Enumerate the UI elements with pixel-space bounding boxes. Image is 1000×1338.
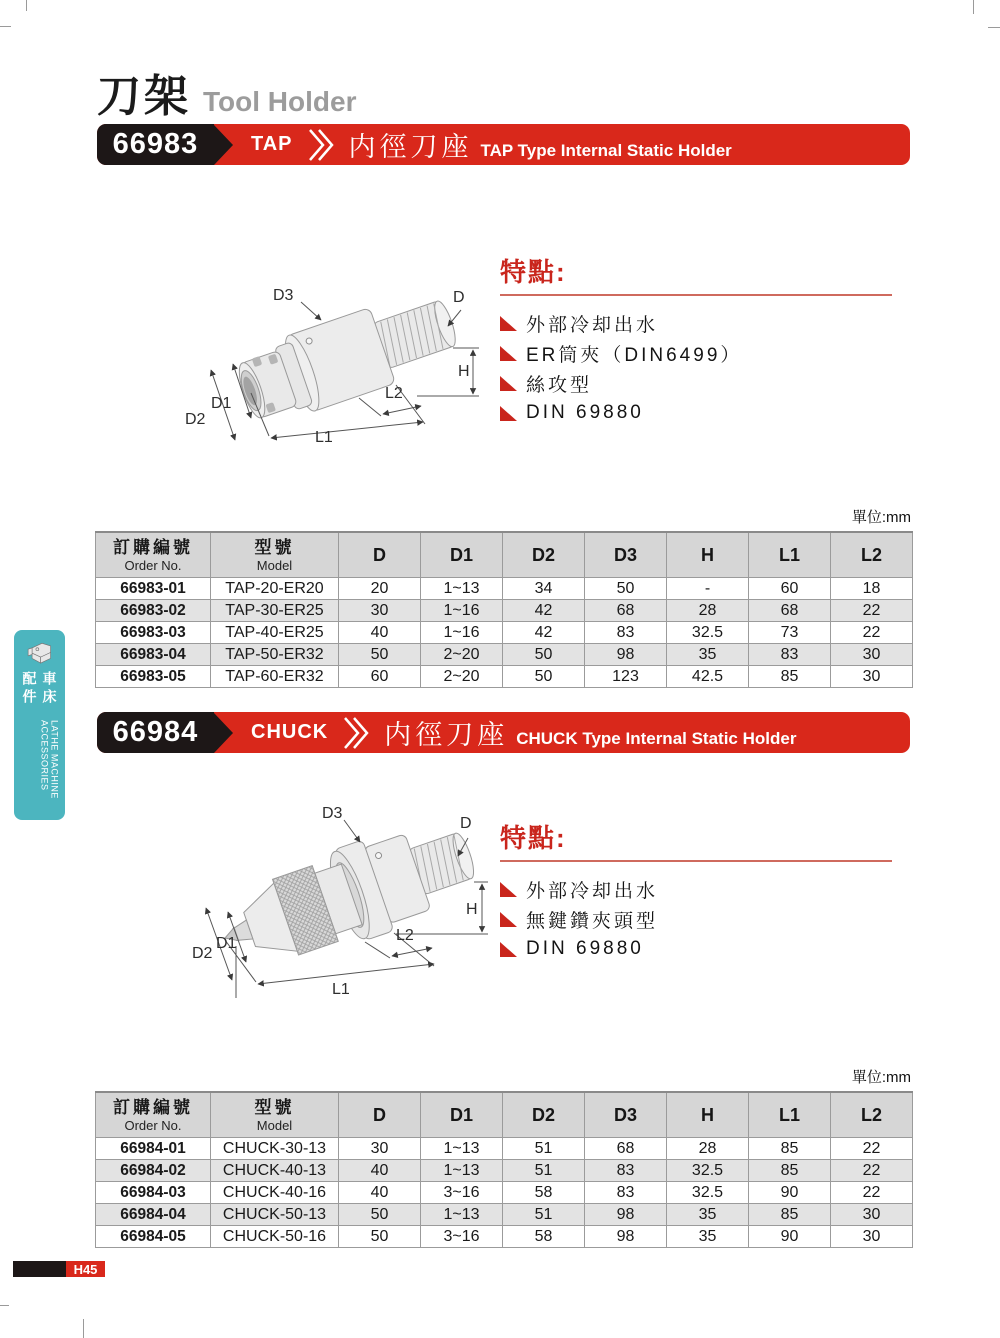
table-cell: 40 [339, 622, 421, 644]
tool-holder-icon [19, 638, 61, 667]
feature-text: DIN 69880 [526, 402, 644, 423]
product-code-chip [97, 712, 214, 753]
table-cell: TAP-30-ER25 [211, 600, 339, 622]
product-type-label: CHUCK [251, 721, 329, 743]
column-header-en: Model [256, 557, 293, 573]
table-cell: 40 [339, 1160, 421, 1182]
column-header-dim: D [339, 1092, 421, 1138]
column-header-dim: H [667, 1092, 749, 1138]
table-cell: 22 [831, 1160, 913, 1182]
crop-mark [26, 0, 27, 11]
column-header-cjk: 型號 [254, 537, 295, 557]
table-cell: 51 [503, 1138, 585, 1160]
column-header-dim: D1 [421, 532, 503, 578]
table-cell: 28 [667, 1138, 749, 1160]
banner-titles [349, 125, 732, 164]
table-cell: 30 [831, 1204, 913, 1226]
table-cell: 66984-04 [96, 1204, 211, 1226]
features-block [500, 818, 892, 964]
table-cell: 28 [667, 600, 749, 622]
table-cell: 1~16 [421, 622, 503, 644]
table-cell: 42 [503, 600, 585, 622]
dim-label-d1: D1 [211, 395, 232, 412]
feature-item [500, 934, 892, 964]
table-cell: 50 [503, 666, 585, 688]
table-cell: 35 [667, 644, 749, 666]
table-cell: 51 [503, 1160, 585, 1182]
table-cell: 68 [585, 1138, 667, 1160]
column-header-dim: D3 [585, 1092, 667, 1138]
table-cell: 3~16 [421, 1182, 503, 1204]
dim-label-d3: D3 [273, 287, 294, 304]
table-cell: TAP-40-ER25 [211, 622, 339, 644]
product-code: 66983 [112, 128, 199, 160]
triangle-bullet-icon [500, 406, 517, 421]
column-header-dim: D [339, 532, 421, 578]
features-heading: 特點: [500, 252, 892, 296]
triangle-bullet-icon [500, 376, 517, 391]
table-cell: 66984-03 [96, 1182, 211, 1204]
page-title-en: Tool Holder [203, 86, 357, 117]
table-body [96, 578, 913, 688]
dim-label-l2: L2 [396, 927, 414, 944]
table-row [96, 1160, 913, 1182]
product-title-en: CHUCK Type Internal Static Holder [516, 729, 797, 748]
dim-label-l1: L1 [315, 429, 333, 446]
table-cell: CHUCK-40-13 [211, 1160, 339, 1182]
table-cell: 60 [339, 666, 421, 688]
page-title-cjk: 刀架 [97, 72, 191, 121]
dim-label-d: D [460, 815, 472, 832]
table-header-row [96, 1092, 913, 1138]
table-header-row [96, 532, 913, 578]
table-cell: 22 [831, 622, 913, 644]
table-cell: 20 [339, 578, 421, 600]
column-header-en: Model [256, 1117, 293, 1133]
table-cell: 66983-02 [96, 600, 211, 622]
table-cell: 35 [667, 1226, 749, 1248]
table-cell: 2~20 [421, 644, 503, 666]
table-cell: 50 [339, 1204, 421, 1226]
spec-table-66984 [95, 1091, 913, 1248]
table-row [96, 1138, 913, 1160]
table-cell: 3~16 [421, 1226, 503, 1248]
product-type-label: TAP [251, 133, 293, 155]
dim-label-d2: D2 [192, 945, 213, 962]
column-header-order [96, 532, 211, 578]
crop-mark [0, 26, 11, 27]
table-cell: 50 [503, 644, 585, 666]
product-banner-66984 [97, 712, 910, 753]
dim-label-h: H [458, 363, 470, 380]
column-header-model [211, 532, 339, 578]
crop-mark [973, 0, 974, 14]
feature-item [500, 308, 892, 338]
table-cell: 83 [585, 622, 667, 644]
chevron-point-icon [214, 713, 233, 753]
table-cell: TAP-20-ER20 [211, 578, 339, 600]
column-header-en: Order No. [124, 1117, 182, 1133]
feature-text: 絲攻型 [526, 374, 593, 396]
unit-label: 單位:mm [851, 1069, 911, 1086]
page-title [97, 60, 356, 124]
table-cell: CHUCK-50-16 [211, 1226, 339, 1248]
crop-mark [83, 1319, 84, 1338]
table-cell: 66984-01 [96, 1138, 211, 1160]
column-header-dim: D1 [421, 1092, 503, 1138]
table-row [96, 1182, 913, 1204]
table-cell: 2~20 [421, 666, 503, 688]
column-header-dim: L2 [831, 1092, 913, 1138]
dim-label-d3: D3 [322, 805, 343, 822]
table-cell: 50 [339, 644, 421, 666]
tap-holder-technical-drawing [185, 270, 495, 448]
table-cell: 85 [749, 1160, 831, 1182]
table-cell: 85 [749, 1204, 831, 1226]
table-cell: 85 [749, 666, 831, 688]
table-cell: 22 [831, 1182, 913, 1204]
crop-mark [0, 1305, 9, 1306]
column-header-cjk: 型號 [254, 1097, 295, 1117]
triangle-bullet-icon [500, 912, 517, 927]
chevron-point-icon [214, 125, 233, 165]
table-row [96, 578, 913, 600]
table-row [96, 1204, 913, 1226]
dim-label-d2: D2 [185, 411, 206, 428]
spec-table-66983 [95, 531, 913, 688]
side-tab-label-en: LATHE MACHINE ACCESSORIES [39, 720, 60, 800]
table-cell: 83 [585, 1182, 667, 1204]
table-cell: 66983-05 [96, 666, 211, 688]
product-title-en: TAP Type Internal Static Holder [480, 141, 732, 160]
table-cell: 42.5 [667, 666, 749, 688]
table-row [96, 1226, 913, 1248]
table-row [96, 644, 913, 666]
side-tab-labels [20, 671, 60, 820]
side-tab-label-cjk: 車床配件 [21, 671, 58, 708]
table-cell: 60 [749, 578, 831, 600]
table-cell: 1~13 [421, 1204, 503, 1226]
table-cell: 50 [339, 1226, 421, 1248]
table-cell: 1~13 [421, 1160, 503, 1182]
table-cell: 68 [585, 600, 667, 622]
column-header-cjk: 訂購編號 [113, 537, 193, 557]
double-chevron-icon [342, 715, 370, 751]
table-row [96, 600, 913, 622]
triangle-bullet-icon [500, 316, 517, 331]
table-cell: 123 [585, 666, 667, 688]
side-tab-lathe-accessories [14, 630, 65, 820]
features-list [500, 308, 892, 428]
feature-item [500, 398, 892, 428]
table-cell: 30 [339, 1138, 421, 1160]
table-cell: 18 [831, 578, 913, 600]
table-cell: 98 [585, 644, 667, 666]
column-header-en: Order No. [124, 557, 182, 573]
product-title-cjk: 内徑刀座 [384, 720, 509, 750]
triangle-bullet-icon [500, 346, 517, 361]
table-cell: 66983-01 [96, 578, 211, 600]
table-row [96, 666, 913, 688]
footer-bar [13, 1261, 66, 1277]
table-cell: CHUCK-40-16 [211, 1182, 339, 1204]
table-cell: CHUCK-50-13 [211, 1204, 339, 1226]
table-cell: 30 [831, 644, 913, 666]
dim-label-d1: D1 [216, 935, 237, 952]
banner-titles [384, 713, 796, 752]
table-cell: 66983-03 [96, 622, 211, 644]
table-cell: 68 [749, 600, 831, 622]
table-cell: 66984-05 [96, 1226, 211, 1248]
column-header-model [211, 1092, 339, 1138]
product-code: 66984 [112, 716, 199, 748]
feature-text: 外部冷却出水 [526, 880, 659, 902]
table-cell: 30 [831, 1226, 913, 1248]
chuck-holder-technical-drawing [192, 798, 502, 998]
table-cell: 35 [667, 1204, 749, 1226]
features-heading: 特點: [500, 818, 892, 862]
table-cell: TAP-50-ER32 [211, 644, 339, 666]
table-cell: TAP-60-ER32 [211, 666, 339, 688]
feature-text: 外部冷却出水 [526, 314, 659, 336]
column-header-dim: L1 [749, 1092, 831, 1138]
table-cell: 73 [749, 622, 831, 644]
product-title-cjk: 内徑刀座 [348, 132, 473, 162]
feature-item [500, 904, 892, 934]
dim-label-d: D [453, 289, 465, 306]
feature-text: 無鍵鑽夾頭型 [526, 910, 659, 932]
table-cell: 30 [831, 666, 913, 688]
feature-text: DIN 69880 [526, 938, 644, 959]
table-cell: 90 [749, 1182, 831, 1204]
table-cell: 98 [585, 1226, 667, 1248]
triangle-bullet-icon [500, 882, 517, 897]
column-header-cjk: 訂購編號 [113, 1097, 193, 1117]
dim-label-l2: L2 [385, 385, 403, 402]
table-cell: - [667, 578, 749, 600]
table-cell: 22 [831, 1138, 913, 1160]
table-cell: 30 [339, 600, 421, 622]
table-cell: 32.5 [667, 1160, 749, 1182]
dim-label-l1: L1 [332, 981, 350, 998]
table-row [96, 622, 913, 644]
table-cell: CHUCK-30-13 [211, 1138, 339, 1160]
table-cell: 58 [503, 1182, 585, 1204]
column-header-dim: L2 [831, 532, 913, 578]
table-cell: 83 [585, 1160, 667, 1182]
unit-label: 單位:mm [851, 509, 911, 526]
features-block [500, 252, 892, 428]
column-header-dim: H [667, 532, 749, 578]
crop-mark [988, 27, 1000, 28]
table-cell: 40 [339, 1182, 421, 1204]
table-cell: 22 [831, 600, 913, 622]
table-cell: 66983-04 [96, 644, 211, 666]
triangle-bullet-icon [500, 942, 517, 957]
table-cell: 66984-02 [96, 1160, 211, 1182]
product-banner-66983 [97, 124, 910, 165]
table-cell: 98 [585, 1204, 667, 1226]
table-cell: 1~13 [421, 1138, 503, 1160]
table-cell: 51 [503, 1204, 585, 1226]
column-header-dim: D2 [503, 1092, 585, 1138]
double-chevron-icon [307, 127, 335, 163]
feature-text: ER筒夾（DIN6499） [526, 344, 743, 366]
table-cell: 42 [503, 622, 585, 644]
table-cell: 1~16 [421, 600, 503, 622]
dim-label-h: H [466, 901, 478, 918]
table-cell: 58 [503, 1226, 585, 1248]
table-cell: 32.5 [667, 1182, 749, 1204]
column-header-order [96, 1092, 211, 1138]
column-header-dim: D3 [585, 532, 667, 578]
table-cell: 1~13 [421, 578, 503, 600]
table-cell: 34 [503, 578, 585, 600]
feature-item [500, 338, 892, 368]
feature-item [500, 874, 892, 904]
table-cell: 83 [749, 644, 831, 666]
table-cell: 90 [749, 1226, 831, 1248]
table-cell: 85 [749, 1138, 831, 1160]
feature-item [500, 368, 892, 398]
table-cell: 50 [585, 578, 667, 600]
column-header-dim: L1 [749, 532, 831, 578]
page-number-badge: H45 [66, 1261, 105, 1277]
table-cell: 32.5 [667, 622, 749, 644]
features-list [500, 874, 892, 964]
column-header-dim: D2 [503, 532, 585, 578]
table-body [96, 1138, 913, 1248]
product-code-chip [97, 124, 214, 165]
